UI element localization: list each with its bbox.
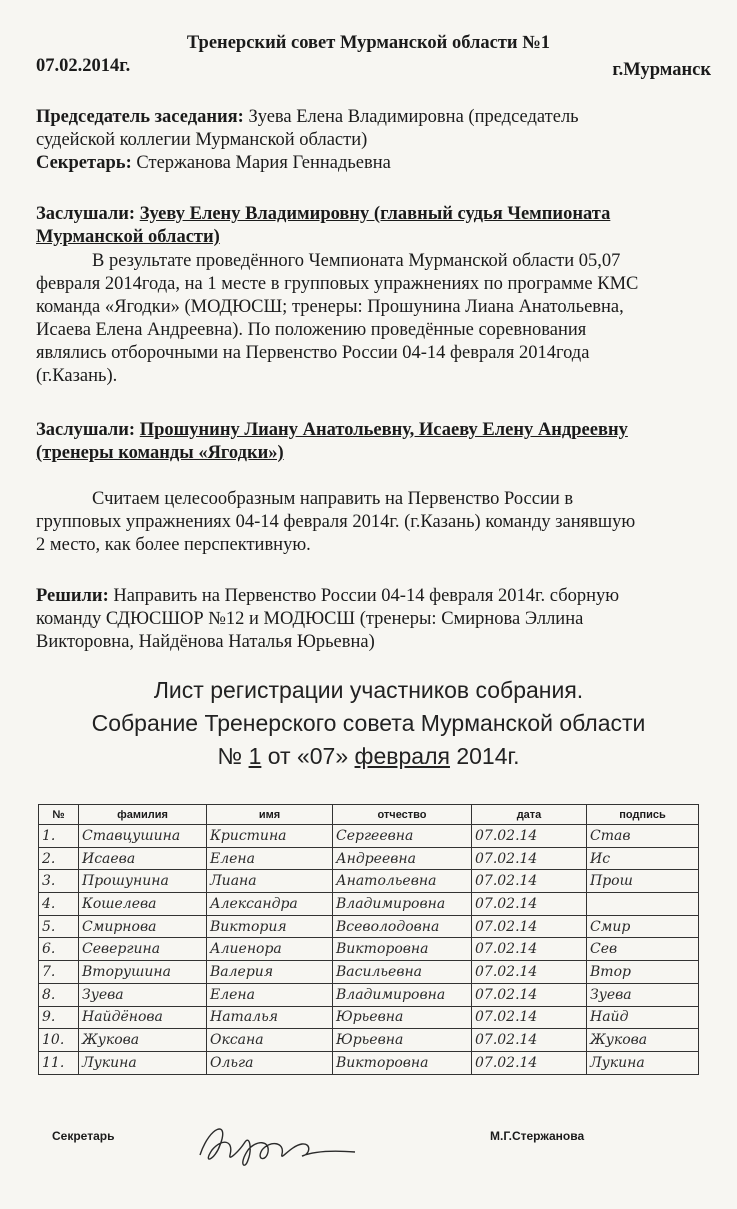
row-date: 07.02.14: [472, 915, 587, 938]
registration-table: [38, 804, 699, 1075]
row-signature: Втор: [587, 961, 699, 984]
row-date: 07.02.14: [472, 961, 587, 984]
row-patronymic: Андреевна: [333, 847, 472, 870]
row-name: Лиана: [207, 870, 333, 893]
row-number: 10.: [39, 1029, 79, 1052]
decided-label: Решили:: [36, 586, 109, 606]
row-date: 07.02.14: [472, 1006, 587, 1029]
decided-line: команду СДЮСШОР №12 и МОДЮСШ (тренеры: Смирнова Эллина: [36, 609, 584, 629]
col-header: подпись: [587, 805, 699, 825]
row-date: 07.02.14: [472, 825, 587, 848]
heard1-label: Заслушали:: [36, 204, 136, 224]
row-date: 07.02.14: [472, 847, 587, 870]
row-name: Александра: [207, 893, 333, 916]
col-header: отчество: [333, 805, 472, 825]
table-row: [39, 915, 699, 938]
heard2-line: 2 место, как более перспективную.: [36, 535, 311, 555]
heard2-name-2: (тренеры команды «Ягодки»): [36, 443, 284, 463]
row-date: 07.02.14: [472, 983, 587, 1006]
row-signature: Смир: [587, 915, 699, 938]
row-patronymic: Сергеевна: [333, 825, 472, 848]
registration-title-2: Собрание Тренерского совета Мурманской области: [91, 710, 646, 736]
table-row: [39, 938, 699, 961]
row-surname: Зуева: [79, 983, 207, 1006]
heard1-line: (г.Казань).: [36, 366, 118, 386]
document-title: Тренерский совет Мурманской области №1: [186, 33, 551, 53]
row-date: 07.02.14: [472, 893, 587, 916]
row-signature: Став: [587, 825, 699, 848]
heard1-name-2: Мурманской области): [36, 227, 220, 247]
table-row: [39, 870, 699, 893]
row-patronymic: Всеволодовна: [333, 915, 472, 938]
secretary-text: Стержанова Мария Геннадьевна: [136, 153, 391, 173]
row-signature: Найд: [587, 1006, 699, 1029]
row-signature: Лукина: [587, 1051, 699, 1074]
row-number: 3.: [39, 870, 79, 893]
row-date: 07.02.14: [472, 938, 587, 961]
row-name: Валерия: [207, 961, 333, 984]
row-patronymic: Юрьевна: [333, 1029, 472, 1052]
row-surname: Севергина: [79, 938, 207, 961]
heard1-line: В результате проведённого Чемпионата Мурманской области 05,07: [92, 251, 621, 271]
row-surname: Ставцушина: [79, 825, 207, 848]
heard2-line: групповых упражнениях 04-14 февраля 2014г. (г.Казань) команду занявшую: [36, 512, 636, 532]
row-surname: Лукина: [79, 1051, 207, 1074]
heard2-name: Прошунину Лиану Анатольевну, Исаеву Елену Андреевну: [139, 420, 628, 440]
row-signature: Жукова: [587, 1029, 699, 1052]
decided-line: Викторовна, Найдёнова Наталья Юрьевна): [36, 632, 375, 652]
row-number: 5.: [39, 915, 79, 938]
registration-title-3: [0, 740, 737, 772]
col-header: дата: [472, 805, 587, 825]
registration-title-1: Лист регистрации участников собрания.: [153, 677, 584, 703]
row-number: 2.: [39, 847, 79, 870]
heard1-name: Зуеву Елену Владимировну (главный судья Чемпионата: [139, 204, 611, 224]
row-name: Наталья: [207, 1006, 333, 1029]
row-surname: Вторушина: [79, 961, 207, 984]
row-surname: Жукова: [79, 1029, 207, 1052]
row-name: Оксана: [207, 1029, 333, 1052]
row-number: 4.: [39, 893, 79, 916]
row-name: Кристина: [207, 825, 333, 848]
chair-text: Зуева Елена Владимировна (председатель: [248, 107, 579, 127]
row-number: 7.: [39, 961, 79, 984]
heard1-block: [36, 203, 716, 249]
row-signature: Ис: [587, 847, 699, 870]
table-row: [39, 893, 699, 916]
heard2-label: Заслушали:: [36, 420, 136, 440]
secretary-signature: [190, 1110, 370, 1180]
row-patronymic: Анатольевна: [333, 870, 472, 893]
row-surname: Прошунина: [79, 870, 207, 893]
table-row: [39, 1029, 699, 1052]
heard1-body: [36, 250, 716, 388]
title-month: февраля: [354, 743, 450, 769]
row-name: Ольга: [207, 1051, 333, 1074]
row-number: 8.: [39, 983, 79, 1006]
row-signature: Сев: [587, 938, 699, 961]
row-surname: Смирнова: [79, 915, 207, 938]
row-surname: Найдёнова: [79, 1006, 207, 1029]
row-patronymic: Васильевна: [333, 961, 472, 984]
chair-label: Председатель заседания:: [36, 107, 244, 127]
table-header-row: [39, 805, 699, 825]
row-surname: Исаева: [79, 847, 207, 870]
chair-block: [36, 106, 716, 175]
heard2-body: [36, 488, 716, 557]
row-number: 1.: [39, 825, 79, 848]
col-header: №: [39, 805, 79, 825]
title-no: №: [217, 743, 243, 769]
document-date: 07.02.2014г.: [36, 56, 131, 76]
row-patronymic: Владимировна: [333, 893, 472, 916]
table-row: [39, 1051, 699, 1074]
footer-secretary-label: Секретарь: [52, 1129, 115, 1143]
footer-secretary-name: М.Г.Стержанова: [490, 1129, 585, 1143]
table-row: [39, 1006, 699, 1029]
row-signature: [587, 893, 699, 916]
row-date: 07.02.14: [472, 870, 587, 893]
decided-line: Направить на Первенство России 04-14 февраля 2014г. сборную: [113, 586, 620, 606]
row-patronymic: Владимировна: [333, 983, 472, 1006]
row-number: 9.: [39, 1006, 79, 1029]
heard1-line: Исаева Елена Андреевна). По положению проведённые соревнования: [36, 320, 587, 340]
row-signature: Зуева: [587, 983, 699, 1006]
title-year: 2014г.: [456, 743, 520, 769]
chair-text-2: судейской коллегии Мурманской области): [36, 130, 368, 150]
row-signature: Прош: [587, 870, 699, 893]
row-name: Алиенора: [207, 938, 333, 961]
row-name: Виктория: [207, 915, 333, 938]
document-city: г.Мурманск: [612, 60, 711, 80]
heard2-line: Считаем целесообразным направить на Первенство России в: [92, 489, 574, 509]
row-patronymic: Юрьевна: [333, 1006, 472, 1029]
row-surname: Кошелева: [79, 893, 207, 916]
heard1-line: февраля 2014года, на 1 месте в групповых упражнениях по программе КМС: [36, 274, 639, 294]
row-patronymic: Викторовна: [333, 938, 472, 961]
secretary-label: Секретарь:: [36, 153, 132, 173]
row-date: 07.02.14: [472, 1029, 587, 1052]
row-date: 07.02.14: [472, 1051, 587, 1074]
title-num: 1: [248, 743, 262, 769]
row-name: Елена: [207, 847, 333, 870]
row-patronymic: Викторовна: [333, 1051, 472, 1074]
table-row: [39, 961, 699, 984]
decided-block: [36, 585, 716, 654]
row-name: Елена: [207, 983, 333, 1006]
table-row: [39, 847, 699, 870]
heard1-line: являлись отборочными на Первенство России 04-14 февраля 2014года: [36, 343, 590, 363]
row-number: 6.: [39, 938, 79, 961]
table-row: [39, 983, 699, 1006]
col-header: фамилия: [79, 805, 207, 825]
table-row: [39, 825, 699, 848]
title-from: от «07»: [267, 743, 349, 769]
heard1-line: команда «Ягодки» (МОДЮСШ; тренеры: Прошунина Лиана Анатольевна,: [36, 297, 624, 317]
row-number: 11.: [39, 1051, 79, 1074]
col-header: имя: [207, 805, 333, 825]
heard2-block: [36, 419, 716, 465]
